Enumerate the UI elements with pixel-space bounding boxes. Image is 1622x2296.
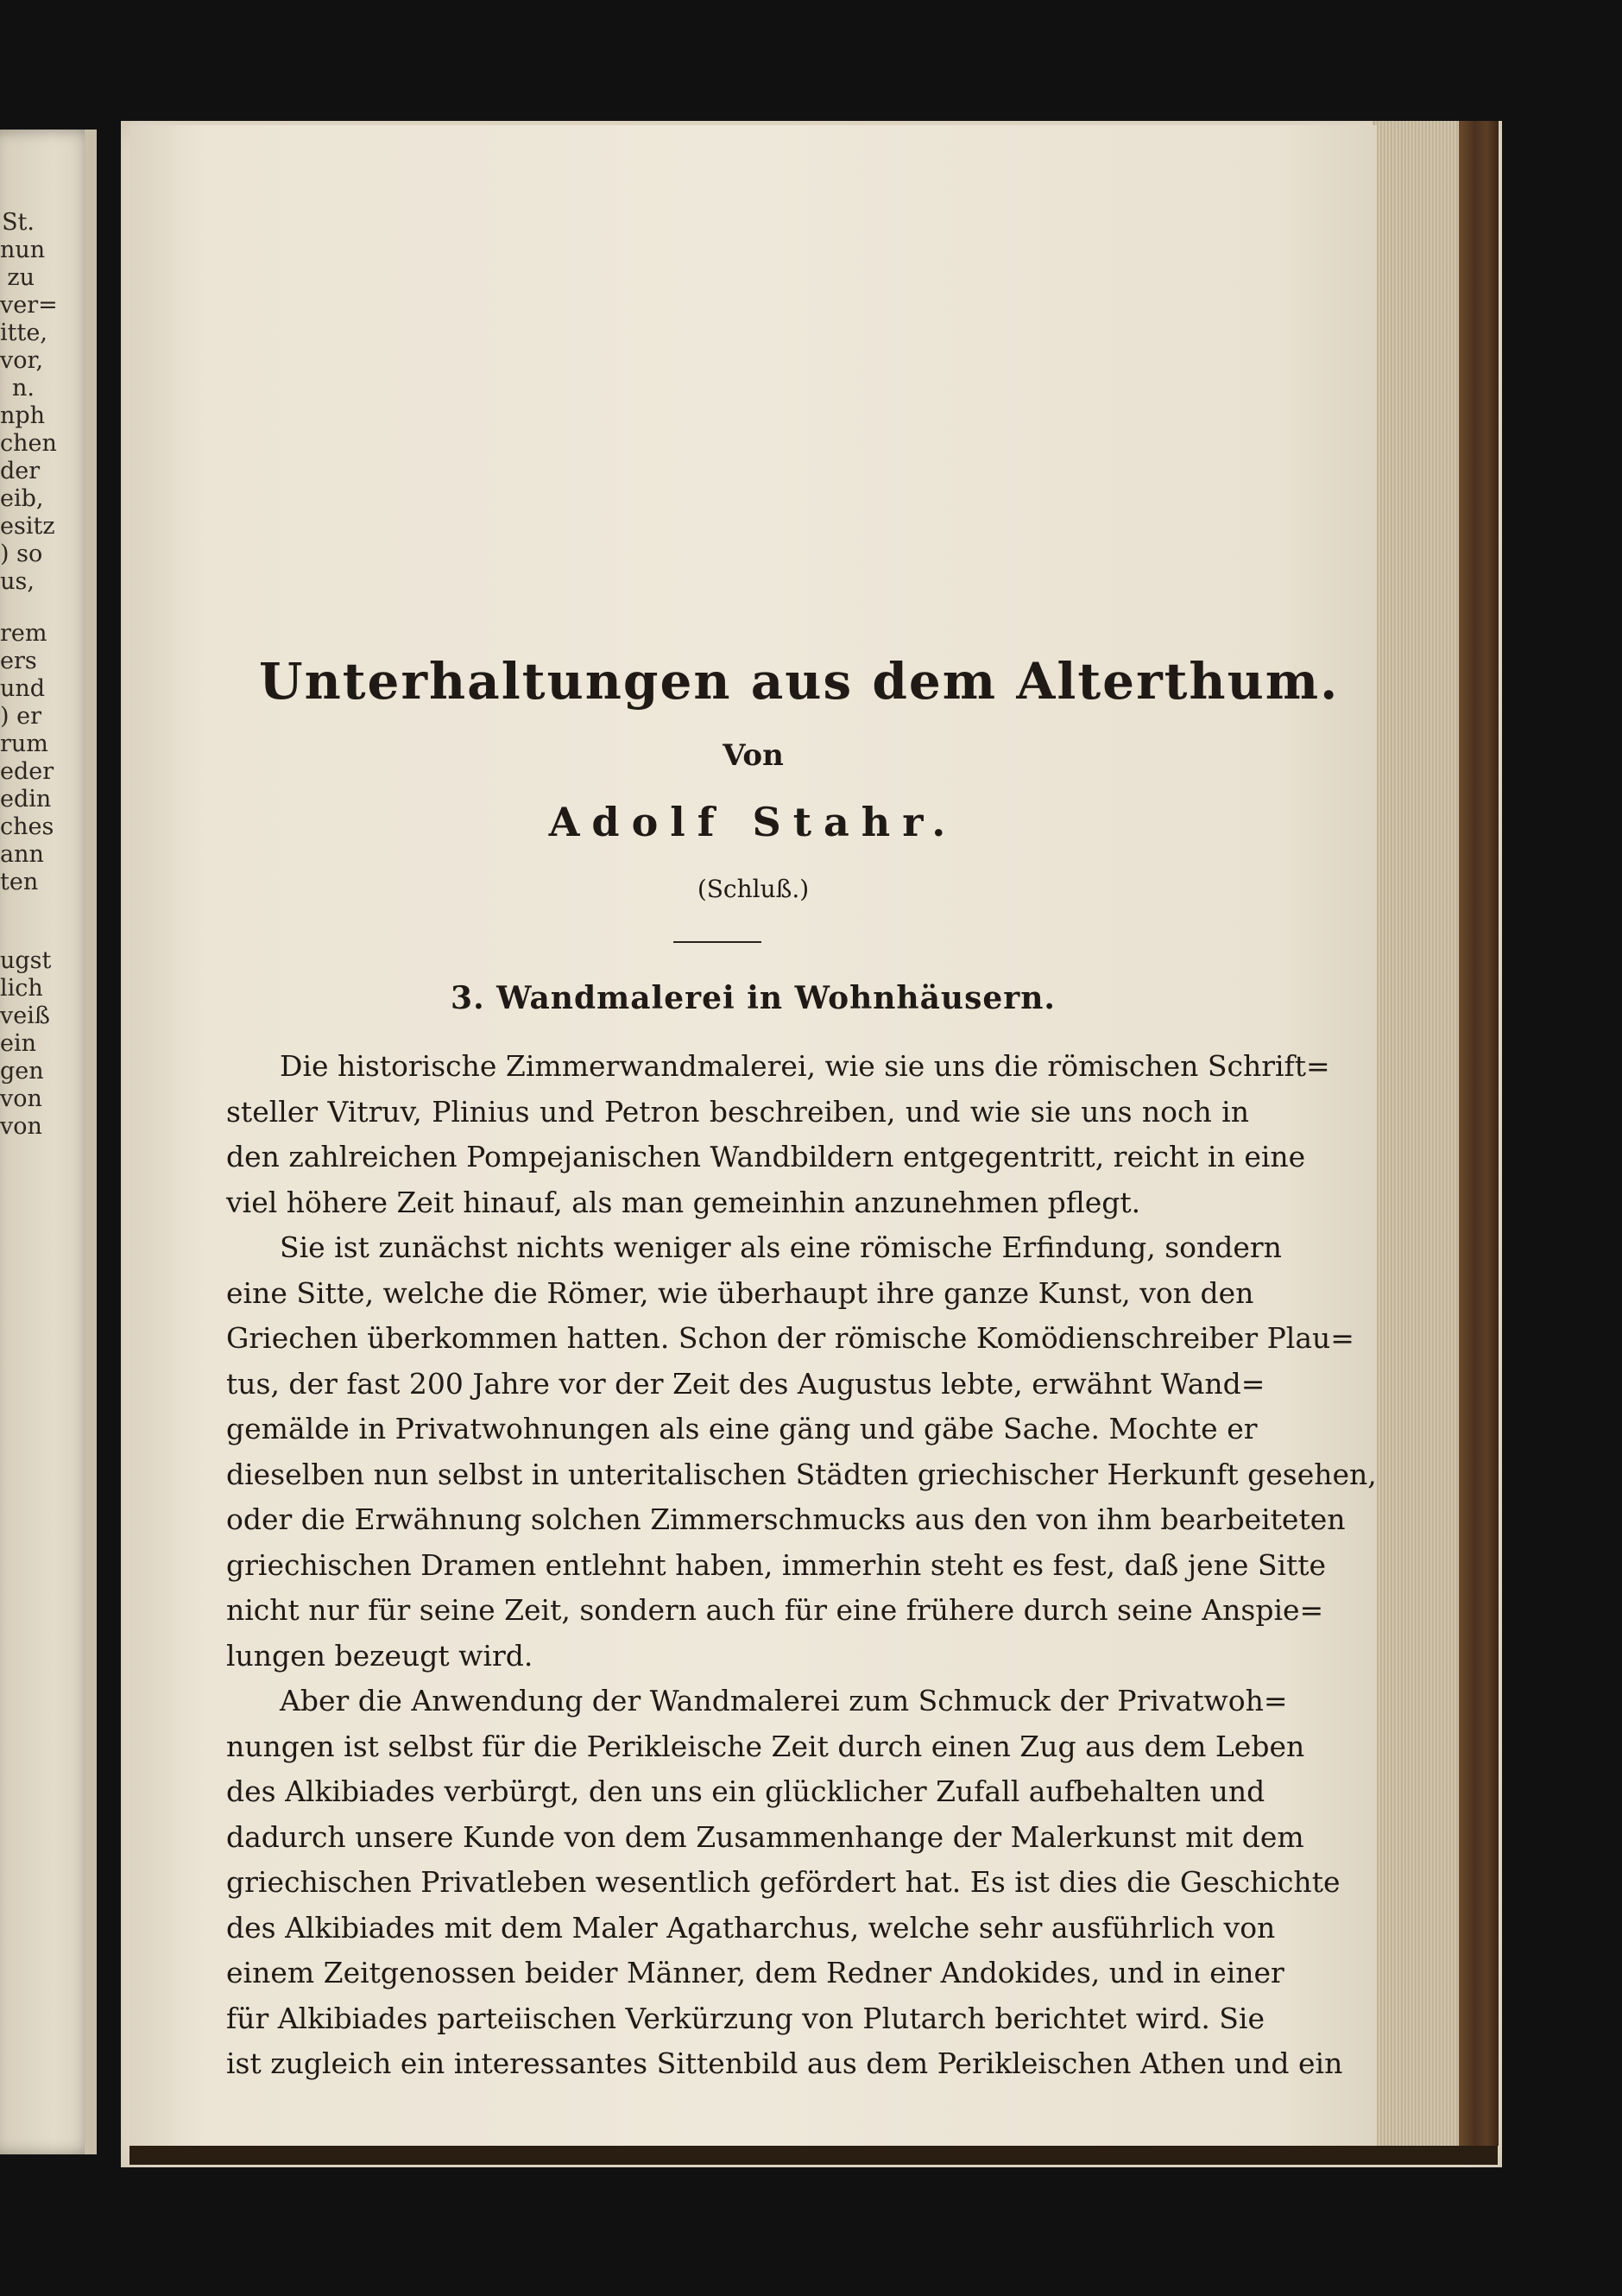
left-page-fragment: chen	[0, 430, 57, 457]
left-page-fragment: ver=	[0, 292, 58, 319]
left-page-fragment: edin	[0, 786, 52, 813]
continuation-note: (Schluß.)	[697, 875, 810, 903]
text-line: steller Vitruv, Plinius und Petron beschreiben, und wie sie uns noch in	[226, 1094, 1249, 1129]
left-page-fragment: itte,	[0, 319, 47, 346]
text-line: des Alkibiades mit dem Maler Agatharchus, welche sehr ausführlich von	[226, 1910, 1276, 1945]
text-line: nicht nur für seine Zeit, sondern auch für eine frühere durch seine Anspie=	[226, 1593, 1324, 1627]
left-page-fragment: St.	[2, 209, 35, 236]
article-title: Unterhaltungen aus dem Alterthum.	[259, 652, 1340, 711]
text-line: dadurch unsere Kunde von dem Zusammenhange der Malerkunst mit dem	[226, 1819, 1304, 1854]
text-line: ist zugleich ein interessantes Sittenbild aus dem Perikleischen Athen und ein	[226, 2046, 1343, 2080]
body-text	[226, 1044, 1377, 2087]
left-page-fragment: ein	[0, 1030, 37, 1057]
left-page-fragment: ann	[0, 841, 44, 868]
text-line: griechischen Privatleben wesentlich gefördert hat. Es ist dies die Geschichte	[226, 1865, 1341, 1899]
text-line: viel höhere Zeit hinauf, als man gemeinhin anzunehmen pflegt.	[226, 1185, 1141, 1219]
text-line: lungen bezeugt wird.	[226, 1638, 533, 1673]
left-page-fragment: nun	[0, 237, 46, 263]
book-cover-bottom	[129, 2146, 1498, 2165]
text-line: griechischen Dramen entlehnt haben, immerhin steht es fest, daß jene Sitte	[226, 1547, 1327, 1582]
left-page-fragment: ten	[0, 869, 39, 895]
left-page-fragment: ers	[0, 648, 37, 674]
text-line: eine Sitte, welche die Römer, wie überhaupt ihre ganze Kunst, von den	[226, 1275, 1254, 1310]
section-heading: 3. Wandmalerei in Wohnhäusern.	[451, 980, 1056, 1016]
left-page-fragment: n.	[12, 375, 35, 402]
left-page-fragment: ) so	[0, 541, 43, 567]
left-page-fragment: ) er	[0, 703, 42, 730]
text-line: Die historische Zimmerwandmalerei, wie sie uns die römischen Schrift=	[280, 1049, 1330, 1083]
main-page	[129, 125, 1377, 2146]
left-page-fragment: von	[0, 1113, 42, 1140]
page-content	[129, 125, 1377, 2146]
left-page-fragment: von	[0, 1085, 42, 1112]
left-page-fragment: vor,	[0, 347, 44, 374]
previous-page	[0, 130, 97, 2154]
left-page-fragment: zu	[7, 264, 35, 291]
left-page-fragment: der	[0, 458, 41, 484]
left-page-edge	[85, 130, 97, 2154]
left-page-fragment: ugst	[0, 947, 52, 974]
byline-von: Von	[723, 738, 784, 773]
text-line: Aber die Anwendung der Wandmalerei zum Schmuck der Privatwoh=	[280, 1684, 1288, 1717]
text-line: für Alkibiades parteiischen Verkürzung von Plutarch berichtet wird. Sie	[226, 2001, 1265, 2035]
text-line: Sie ist zunächst nichts weniger als eine römische Erfindung, sondern	[280, 1230, 1282, 1264]
text-line: Griechen überkommen hatten. Schon der römische Komödienschreiber Plau=	[226, 1321, 1354, 1355]
left-page-fragment: rem	[0, 620, 47, 647]
left-page-fragment: us,	[0, 568, 35, 595]
text-line: einem Zeitgenossen beider Männer, dem Redner Andokides, und in einer	[226, 1956, 1284, 1989]
left-page-fragment: rum	[0, 731, 48, 757]
left-page-fragment: gen	[0, 1058, 44, 1085]
left-page-fragment: eder	[0, 758, 54, 785]
text-line: oder die Erwähnung solchen Zimmerschmucks aus den von ihm bearbeiteten	[226, 1502, 1346, 1536]
author-name: Adolf Stahr.	[548, 799, 958, 845]
text-line: des Alkibiades verbürgt, den uns ein glücklicher Zufall aufbehalten und	[226, 1774, 1265, 1808]
left-page-fragment: ches	[0, 813, 54, 840]
left-page-fragment: nph	[0, 402, 46, 429]
text-line: den zahlreichen Pompejanischen Wandbildern entgegentritt, reicht in eine	[226, 1140, 1306, 1173]
text-line: gemälde in Privatwohnungen als eine gäng und gäbe Sache. Mochte er	[226, 1412, 1258, 1445]
text-line: tus, der fast 200 Jahre vor der Zeit des Augustus lebte, erwähnt Wand=	[226, 1366, 1265, 1401]
left-page-fragment: lich	[0, 975, 43, 1002]
separator-rule	[673, 941, 761, 943]
left-page-fragment: und	[0, 675, 46, 702]
left-page-fragment: veiß	[0, 1003, 50, 1029]
text-line: dieselben nun selbst in unteritalischen Städten griechischer Herkunft gesehen,	[226, 1457, 1377, 1491]
book-cover-edge	[1459, 121, 1499, 2146]
text-line: nungen ist selbst für die Perikleische Zeit durch einen Zug aus dem Leben	[226, 1729, 1305, 1763]
left-page-fragment: eib,	[0, 485, 44, 512]
left-page-fragment: esitz	[0, 513, 55, 540]
